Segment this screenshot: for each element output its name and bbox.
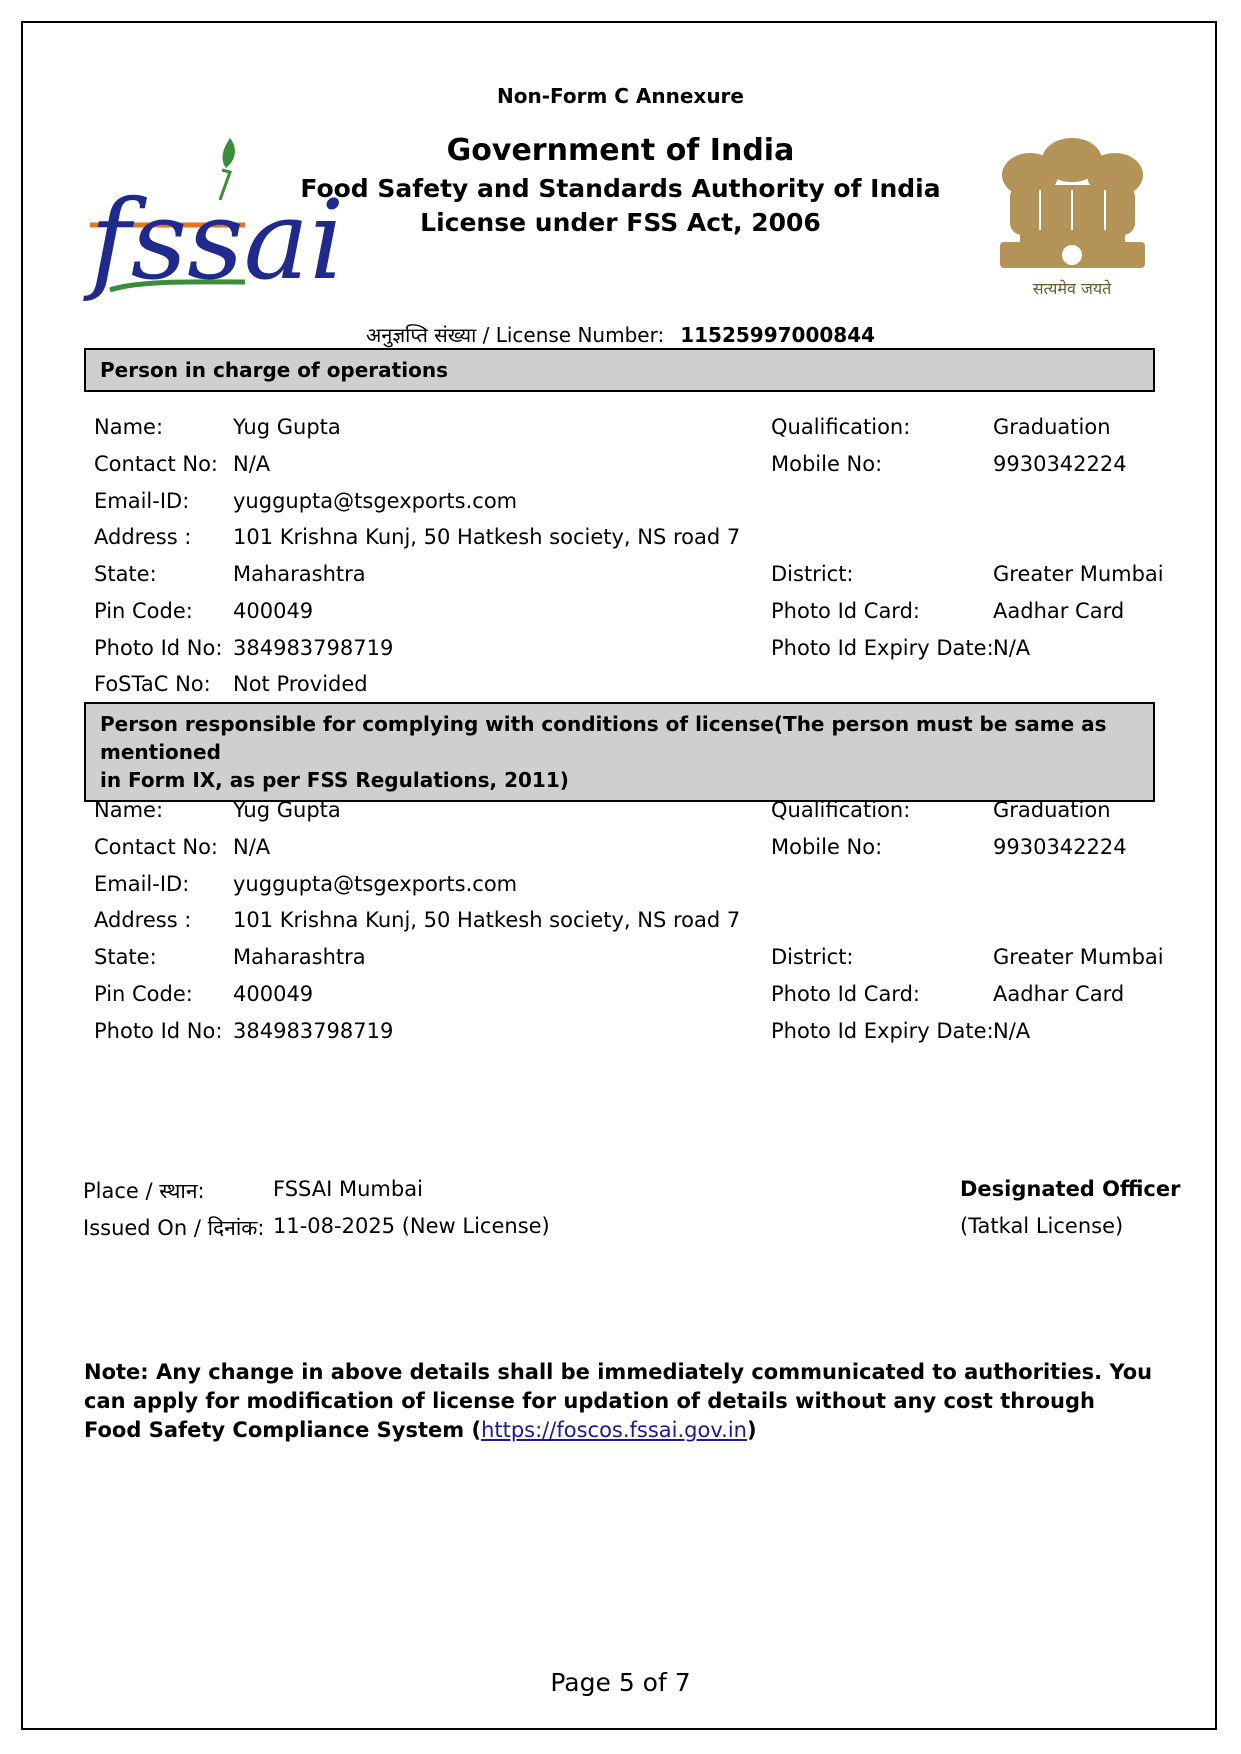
s1-photo-id-expiry-label: Photo Id Expiry Date: xyxy=(771,636,994,660)
s1-name-value: Yug Gupta xyxy=(233,415,341,439)
s1-state-value: Maharashtra xyxy=(233,562,366,586)
s2-state-value: Maharashtra xyxy=(233,945,366,969)
s1-contact-label: Contact No: xyxy=(94,452,219,476)
s1-district-label: District: xyxy=(771,562,854,586)
s2-name-label: Name: xyxy=(94,798,164,822)
s1-state-label: State: xyxy=(94,562,157,586)
s2-qualification-label: Qualification: xyxy=(771,798,911,822)
s2-pin-label: Pin Code: xyxy=(94,982,193,1006)
license-number-value: 11525997000844 xyxy=(680,323,876,347)
annexure-title: Non-Form C Annexure xyxy=(496,84,744,108)
s2-district-label: District: xyxy=(771,945,854,969)
s2-district-value: Greater Mumbai xyxy=(993,945,1164,969)
section-operations-header xyxy=(84,348,1155,392)
fssai-logo-text: fssai xyxy=(90,176,345,304)
s1-contact-value: N/A xyxy=(233,452,271,476)
issued-on-label: Issued On / दिनांक: xyxy=(83,1216,265,1240)
s1-fostac-value: Not Provided xyxy=(233,672,368,696)
s1-email-value: yuggupta@tsgexports.com xyxy=(233,489,518,513)
s2-address-value: 101 Krishna Kunj, 50 Hatkesh society, NS road 7 xyxy=(233,908,741,932)
license-number-line xyxy=(0,321,1241,348)
s1-fostac-label: FoSTaC No: xyxy=(94,672,211,696)
s1-qualification-value: Graduation xyxy=(993,415,1111,439)
emblem-motto: सत्यमेव जयते xyxy=(1032,279,1112,298)
s2-pin-value: 400049 xyxy=(233,982,314,1006)
authority-title: Food Safety and Standards Authority of India xyxy=(300,174,941,203)
note-end: ) xyxy=(746,1418,757,1442)
s2-photo-id-no-label: Photo Id No: xyxy=(94,1019,223,1043)
section-responsible-title-line2: in Form IX, as per FSS Regulations, 2011) xyxy=(100,768,569,792)
s1-photo-id-card-label: Photo Id Card: xyxy=(771,599,920,623)
s2-photo-id-expiry-label: Photo Id Expiry Date: xyxy=(771,1019,994,1043)
government-title: Government of India xyxy=(446,133,795,168)
s1-pin-value: 400049 xyxy=(233,599,314,623)
s2-mobile-value: 9930342224 xyxy=(993,835,1127,859)
page-number: Page 5 of 7 xyxy=(550,1668,691,1697)
s2-state-label: State: xyxy=(94,945,157,969)
license-act-title: License under FSS Act, 2006 xyxy=(420,208,821,237)
s2-mobile-label: Mobile No: xyxy=(771,835,883,859)
place-label: Place / स्थान: xyxy=(83,1179,205,1203)
s2-name-value: Yug Gupta xyxy=(233,798,341,822)
designated-officer: Designated Officer xyxy=(960,1177,1181,1201)
note-paragraph xyxy=(84,1358,1154,1445)
s2-photo-id-expiry-value: N/A xyxy=(993,1019,1031,1043)
s1-mobile-label: Mobile No: xyxy=(771,452,883,476)
s2-email-value: yuggupta@tsgexports.com xyxy=(233,872,518,896)
s1-email-label: Email-ID: xyxy=(94,489,190,513)
s1-address-label: Address : xyxy=(94,525,192,549)
s1-photo-id-no-value: 384983798719 xyxy=(233,636,394,660)
s2-photo-id-card-label: Photo Id Card: xyxy=(771,982,920,1006)
s1-district-value: Greater Mumbai xyxy=(993,562,1164,586)
s2-photo-id-card-value: Aadhar Card xyxy=(993,982,1125,1006)
place-value: FSSAI Mumbai xyxy=(273,1177,423,1201)
s2-email-label: Email-ID: xyxy=(94,872,190,896)
s2-address-label: Address : xyxy=(94,908,192,932)
s1-name-label: Name: xyxy=(94,415,164,439)
s1-qualification-label: Qualification: xyxy=(771,415,911,439)
note-text: Note: Any change in above details shall be immediately communicated to authorities. You can apply for modification of license for updation of details without any cost through Food Safety Compliance System ( xyxy=(84,1360,1153,1442)
section-responsible-title-line1: Person responsible for complying with conditions of license(The person must be same as mentioned xyxy=(100,712,1107,764)
license-number-label: अनुज्ञप्ति संख्या / License Number: xyxy=(365,323,665,347)
section-operations-title: Person in charge of operations xyxy=(100,358,448,382)
s2-qualification-value: Graduation xyxy=(993,798,1111,822)
s1-photo-id-expiry-value: N/A xyxy=(993,636,1031,660)
s2-photo-id-no-value: 384983798719 xyxy=(233,1019,394,1043)
s2-contact-value: N/A xyxy=(233,835,271,859)
designated-officer-sub: (Tatkal License) xyxy=(960,1214,1124,1238)
s2-contact-label: Contact No: xyxy=(94,835,219,859)
section-responsible-header xyxy=(84,702,1155,802)
s1-pin-label: Pin Code: xyxy=(94,599,193,623)
s1-photo-id-card-value: Aadhar Card xyxy=(993,599,1125,623)
issued-on-value: 11-08-2025 (New License) xyxy=(273,1214,550,1238)
s1-mobile-value: 9930342224 xyxy=(993,452,1127,476)
s1-address-value: 101 Krishna Kunj, 50 Hatkesh society, NS road 7 xyxy=(233,525,741,549)
foscos-link[interactable]: https://foscos.fssai.gov.in xyxy=(481,1418,747,1442)
s1-photo-id-no-label: Photo Id No: xyxy=(94,636,223,660)
